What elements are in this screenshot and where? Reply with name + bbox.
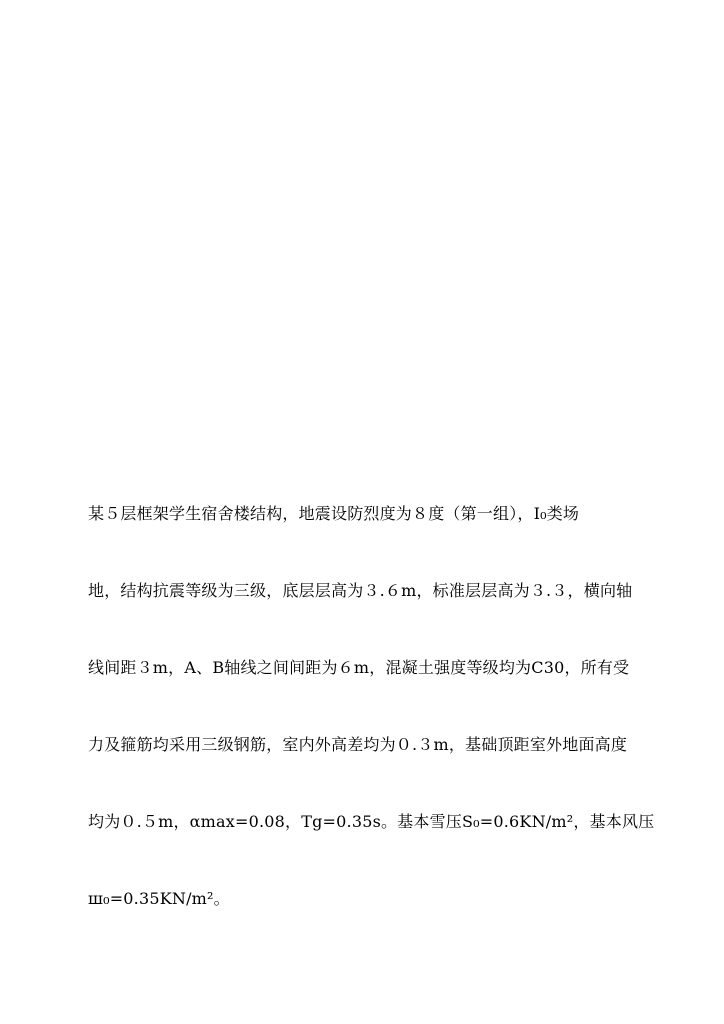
paragraph-line-2: 地，结构抗震等级为三级，底层层高为３.６m，标准层层高为３.３，横向轴: [88, 581, 633, 600]
paragraph-line-3: 线间距３m，A、B轴线之间间距为６m，混凝土强度等级均为C30，所有受: [88, 658, 630, 677]
paragraph-line-5: 均为０.５m，αmax=0.08，Tg=0.35s。基本雪压S₀=0.6KN/m²，基本风压: [88, 812, 655, 831]
paragraph-line-6: ш₀=0.35KN/m²。: [88, 889, 230, 908]
paragraph-line-4: 力及箍筋均采用三级钢筋，室内外高差均为０.３m，基础顶距室外地面高度: [88, 735, 628, 754]
paragraph-line-1: 某５层框架学生宿舍楼结构，地震设防烈度为８度（第一组），Ⅰ₀类场: [88, 504, 580, 523]
problem-statement-paragraph: [88, 499, 655, 961]
